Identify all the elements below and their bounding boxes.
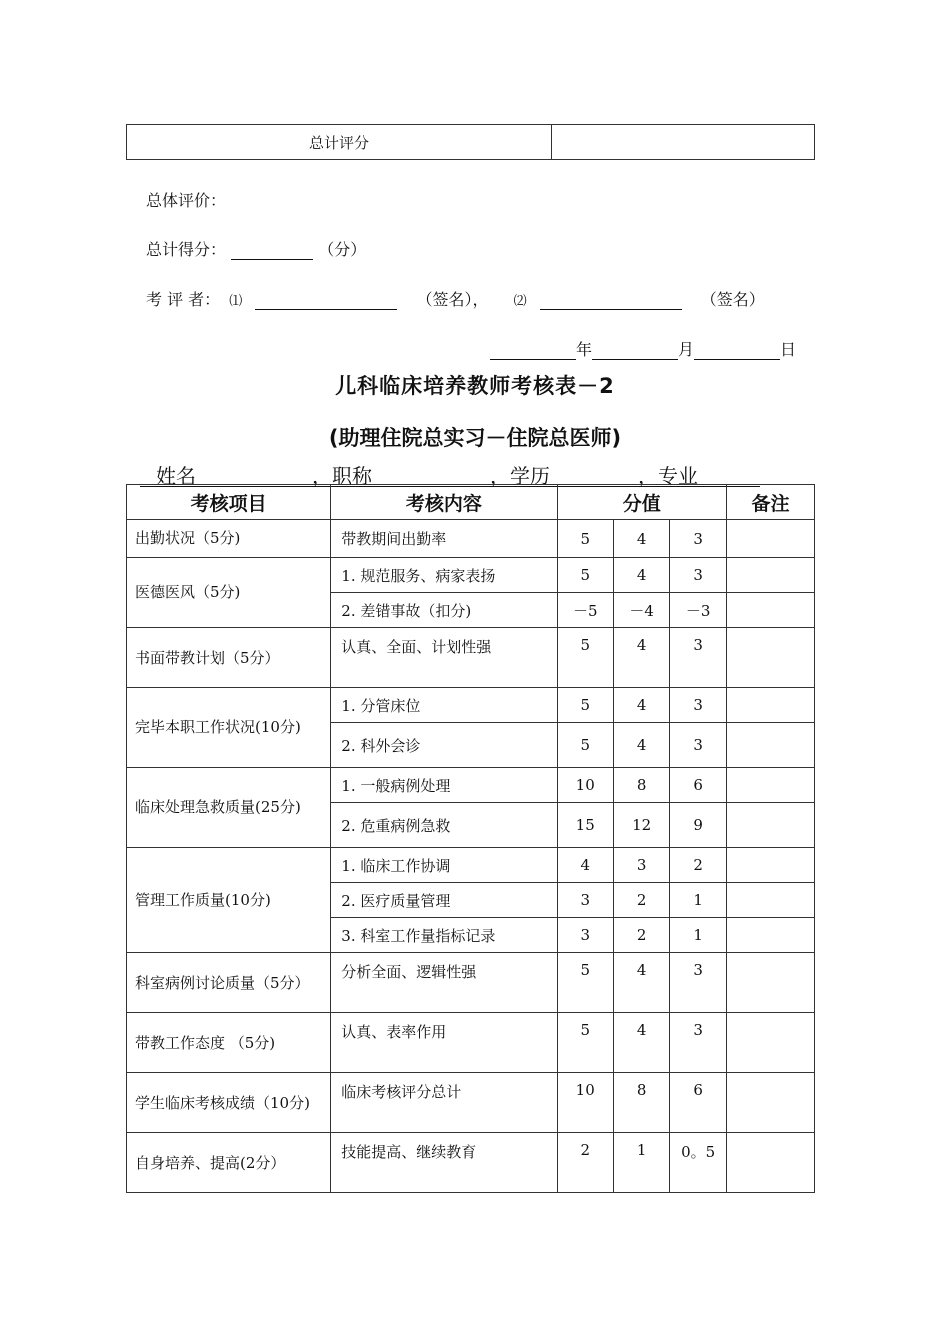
score-value: 2 — [613, 918, 669, 953]
score-value: 4 — [613, 953, 669, 1013]
evaluator-1-number: ⑴ — [229, 294, 243, 309]
assessment-item: 管理工作质量(10分) — [127, 848, 331, 953]
assessment-content: 2. 危重病例急救 — [331, 803, 557, 848]
note-cell[interactable] — [726, 688, 814, 723]
header-score: 分值 — [557, 485, 726, 520]
date-line — [490, 337, 796, 360]
score-value: 3 — [670, 953, 727, 1013]
overall-eval-label: 总体评价： — [146, 191, 227, 210]
score-value: 5 — [557, 953, 613, 1013]
evaluator-2-number: ⑵ — [513, 294, 527, 309]
score-value: 4 — [613, 520, 669, 558]
score-value: 3 — [670, 688, 727, 723]
summary-value[interactable] — [552, 125, 815, 160]
assessment-table — [126, 484, 815, 1193]
table-row — [127, 768, 815, 803]
score-value: －3 — [670, 593, 727, 628]
score-value: 3 — [670, 1013, 727, 1073]
table-row — [127, 688, 815, 723]
table-row — [127, 558, 815, 593]
score-value: 3 — [557, 918, 613, 953]
table-row — [127, 848, 815, 883]
evaluator-2-sign: （签名） — [700, 290, 765, 309]
score-value: 3 — [670, 723, 727, 768]
day-blank[interactable] — [694, 341, 780, 360]
score-value: 4 — [557, 848, 613, 883]
info-education: ，学历 — [490, 464, 550, 488]
header-item: 考核项目 — [127, 485, 331, 520]
score-value: 5 — [557, 558, 613, 593]
assessment-content: 分析全面、逻辑性强 — [331, 953, 557, 1013]
score-value: 15 — [557, 803, 613, 848]
score-value: 9 — [670, 803, 727, 848]
table-row — [127, 1073, 815, 1133]
score-value: 8 — [613, 768, 669, 803]
assessment-content: 2. 医疗质量管理 — [331, 883, 557, 918]
score-value: －5 — [557, 593, 613, 628]
score-value: 5 — [557, 723, 613, 768]
table-row — [127, 953, 815, 1013]
score-value: 3 — [557, 883, 613, 918]
score-value: 5 — [557, 688, 613, 723]
assessment-content: 带教期间出勤率 — [331, 520, 557, 558]
score-value: 3 — [670, 628, 727, 688]
assessment-item: 出勤状况（5分) — [127, 520, 331, 558]
table-row — [127, 1133, 815, 1193]
month-label: 月 — [678, 340, 695, 359]
month-blank[interactable] — [592, 341, 678, 360]
header-content: 考核内容 — [331, 485, 557, 520]
day-label: 日 — [780, 340, 797, 359]
total-score-blank[interactable] — [231, 241, 313, 260]
score-value: 8 — [613, 1073, 669, 1133]
summary-label: 总计评分 — [127, 125, 552, 160]
info-title: ，职称 — [312, 464, 372, 488]
score-value: 2 — [613, 883, 669, 918]
assessment-content: 技能提高、继续教育 — [331, 1133, 557, 1193]
form-title: 儿科临床培养教师考核表－2 — [335, 374, 615, 398]
evaluators-line — [146, 287, 765, 310]
score-value: 12 — [613, 803, 669, 848]
score-value: 0。5 — [670, 1133, 727, 1193]
note-cell[interactable] — [726, 953, 814, 1013]
score-value: 6 — [670, 1073, 727, 1133]
assessment-content: 1. 分管床位 — [331, 688, 557, 723]
total-score-line — [146, 237, 366, 260]
table-row — [127, 628, 815, 688]
score-value: 4 — [613, 688, 669, 723]
score-value: 6 — [670, 768, 727, 803]
assessment-content: 认真、全面、计划性强 — [331, 628, 557, 688]
assessment-content: 认真、表率作用 — [331, 1013, 557, 1073]
evaluators-label: 考 评 者： — [146, 290, 221, 309]
score-value: 10 — [557, 768, 613, 803]
score-value: 1 — [670, 883, 727, 918]
assessment-item: 科室病例讨论质量（5分） — [127, 953, 331, 1013]
year-label: 年 — [576, 340, 593, 359]
note-cell[interactable] — [726, 628, 814, 688]
assessment-item: 完毕本职工作状况(10分) — [127, 688, 331, 768]
note-cell[interactable] — [726, 520, 814, 558]
score-value: 2 — [670, 848, 727, 883]
score-value: 2 — [557, 1133, 613, 1193]
note-cell[interactable] — [726, 723, 814, 768]
evaluator-1-blank[interactable] — [255, 291, 397, 310]
score-value: 3 — [613, 848, 669, 883]
info-major: ，专业 — [638, 464, 698, 488]
score-value: 3 — [670, 558, 727, 593]
note-cell[interactable] — [726, 1073, 814, 1133]
score-value: 5 — [557, 520, 613, 558]
total-score-unit: （分） — [318, 240, 367, 259]
assessment-item: 临床处理急救质量(25分) — [127, 768, 331, 848]
assessment-content: 2. 差错事故（扣分) — [331, 593, 557, 628]
score-value: 4 — [613, 1013, 669, 1073]
note-cell[interactable] — [726, 768, 814, 803]
total-score-label: 总计得分： — [146, 240, 227, 259]
assessment-content: 临床考核评分总计 — [331, 1073, 557, 1133]
header-note: 备注 — [726, 485, 814, 520]
assessment-content: 1. 一般病例处理 — [331, 768, 557, 803]
note-cell[interactable] — [726, 593, 814, 628]
score-value: 3 — [670, 520, 727, 558]
score-value: 10 — [557, 1073, 613, 1133]
note-cell[interactable] — [726, 1133, 814, 1193]
score-value: 1 — [613, 1133, 669, 1193]
note-cell[interactable] — [726, 918, 814, 953]
year-blank[interactable] — [490, 341, 576, 360]
score-value: 5 — [557, 1013, 613, 1073]
table-row — [127, 520, 815, 558]
evaluator-2-blank[interactable] — [540, 291, 682, 310]
score-value: 1 — [670, 918, 727, 953]
assessment-content: 3. 科室工作量指标记录 — [331, 918, 557, 953]
assessment-item: 带教工作态度 （5分) — [127, 1013, 331, 1073]
note-cell[interactable] — [726, 1013, 814, 1073]
info-name: 姓名 — [156, 464, 196, 488]
score-value: 4 — [613, 628, 669, 688]
note-cell[interactable] — [726, 848, 814, 883]
evaluator-1-sign: （签名）， — [416, 290, 489, 309]
score-value: 4 — [613, 558, 669, 593]
personal-info-line — [140, 460, 760, 487]
assessment-content: 2. 科外会诊 — [331, 723, 557, 768]
note-cell[interactable] — [726, 883, 814, 918]
assessment-item: 学生临床考核成绩（10分) — [127, 1073, 331, 1133]
assessment-content: 1. 临床工作协调 — [331, 848, 557, 883]
assessment-item: 自身培养、提高(2分） — [127, 1133, 331, 1193]
form-subtitle: (助理住院总实习－住院总医师) — [328, 426, 622, 450]
score-value: 4 — [613, 723, 669, 768]
assessment-content: 1. 规范服务、病家表扬 — [331, 558, 557, 593]
note-cell[interactable] — [726, 558, 814, 593]
table-row — [127, 1013, 815, 1073]
assessment-item: 医德医风（5分) — [127, 558, 331, 628]
score-value: －4 — [613, 593, 669, 628]
score-value: 5 — [557, 628, 613, 688]
assessment-item: 书面带教计划（5分） — [127, 628, 331, 688]
summary-table — [126, 124, 815, 160]
note-cell[interactable] — [726, 803, 814, 848]
